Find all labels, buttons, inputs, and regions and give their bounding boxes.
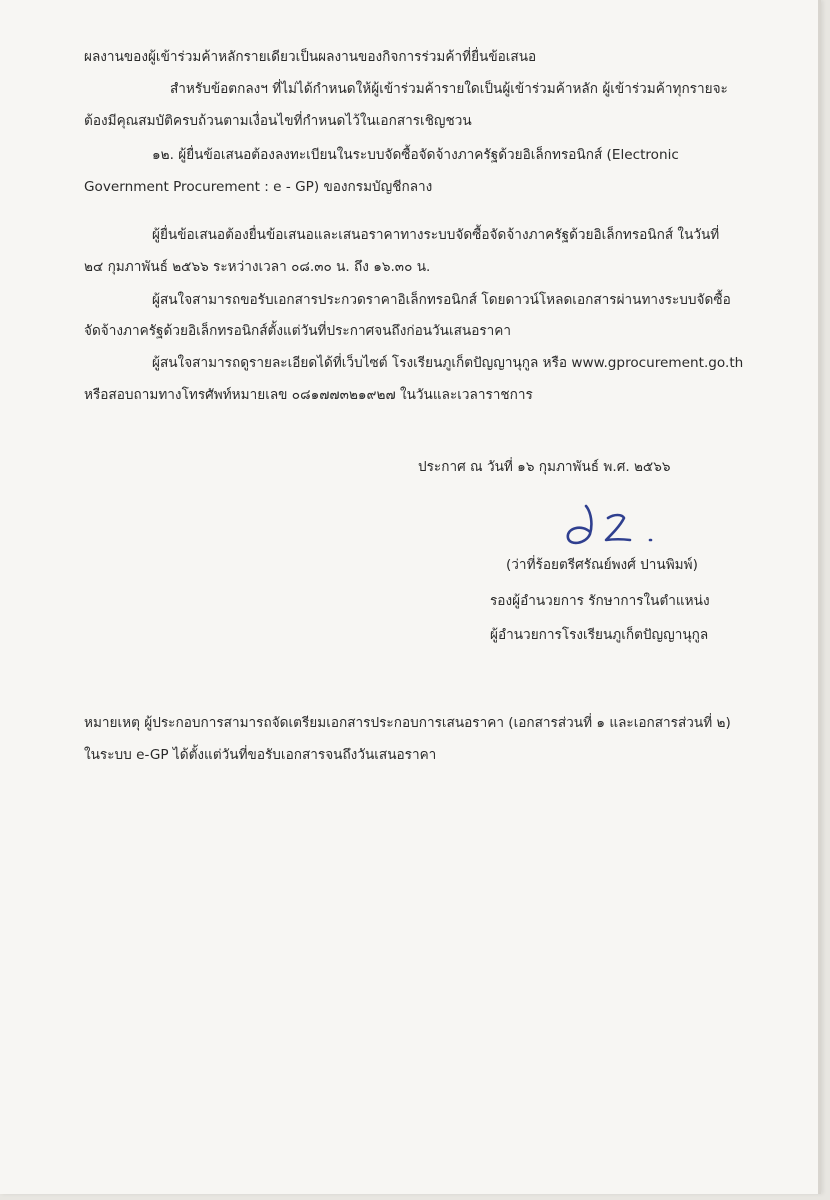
download-line-2: จัดจ้างภาครัฐด้วยอิเล็กทรอนิกส์ตั้งแต่วันที่ประกาศจนถึงก่อนวันเสนอราคา bbox=[84, 323, 512, 339]
signatory-name: (ว่าที่ร้อยตรีศรัณย์พงศ์ ปานพิมพ์) bbox=[506, 557, 698, 573]
signatory-position-line-1: รองผู้อำนวยการ รักษาการในตำแหน่ง bbox=[490, 593, 710, 609]
signature-z-stroke bbox=[606, 515, 630, 540]
signatory-position-line-2: ผู้อำนวยการโรงเรียนภูเก็ตปัญญานุกูล bbox=[490, 627, 709, 643]
details-line-2: หรือสอบถามทางโทรศัพท์หมายเลข ๐๘๑๗๗๓๒๑๙๒๗ ในวันและเวลาราชการ bbox=[84, 387, 533, 403]
details-line-1: ผู้สนใจสามารถดูรายละเอียดได้ที่เว็บไซต์ โรงเรียนภูเก็ตปัญญานุกูล หรือ www.gprocurement.go.th bbox=[152, 355, 744, 371]
consortium-line-1: สำหรับข้อตกลงฯ ที่ไม่ได้กำหนดให้ผู้เข้าร่วมค้ารายใดเป็นผู้เข้าร่วมค้าหลัก ผู้เข้าร่วมค้าทุกรายจะ bbox=[170, 81, 728, 97]
consortium-line-2: ต้องมีคุณสมบัติครบถ้วนตามเงื่อนไขที่กำหนดไว้ในเอกสารเชิญชวน bbox=[84, 113, 472, 129]
intro-line: ผลงานของผู้เข้าร่วมค้าหลักรายเดียวเป็นผลงานของกิจการร่วมค้าที่ยื่นข้อเสนอ bbox=[84, 49, 537, 65]
signature-loop-stroke bbox=[568, 506, 592, 543]
clause-12-line-2: Government Procurement : e - GP) ของกรมบัญชีกลาง bbox=[84, 179, 433, 195]
note-line-2: ในระบบ e-GP ได้ตั้งแต่วันที่ขอรับเอกสารจนถึงวันเสนอราคา bbox=[84, 747, 437, 763]
note-line-1: หมายเหตุ ผู้ประกอบการสามารถจัดเตรียมเอกสารประกอบการเสนอราคา (เอกสารส่วนที่ ๑ และเอกสารส่วนที่ ๒) bbox=[84, 715, 731, 731]
clause-12-line-1: ๑๒. ผู้ยื่นข้อเสนอต้องลงทะเบียนในระบบจัดซื้อจัดจ้างภาครัฐด้วยอิเล็กทรอนิกส์ (Electronic bbox=[152, 147, 679, 163]
announcement-date: ประกาศ ณ วันที่ ๑๖ กุมภาพันธ์ พ.ศ. ๒๕๖๖ bbox=[418, 459, 671, 475]
download-line-1: ผู้สนใจสามารถขอรับเอกสารประกวดราคาอิเล็กทรอนิกส์ โดยดาวน์โหลดเอกสารผ่านทางระบบจัดซื้อ bbox=[152, 292, 731, 308]
handwritten-signature bbox=[560, 502, 680, 548]
submission-line-1: ผู้ยื่นข้อเสนอต้องยื่นข้อเสนอและเสนอราคาทางระบบจัดซื้อจัดจ้างภาครัฐด้วยอิเล็กทรอนิกส์ ในวันที่ bbox=[152, 227, 720, 243]
signature-strokes bbox=[568, 506, 651, 543]
submission-line-2: ๒๔ กุมภาพันธ์ ๒๕๖๖ ระหว่างเวลา ๐๘.๓๐ น. ถึง ๑๖.๓๐ น. bbox=[84, 259, 431, 275]
